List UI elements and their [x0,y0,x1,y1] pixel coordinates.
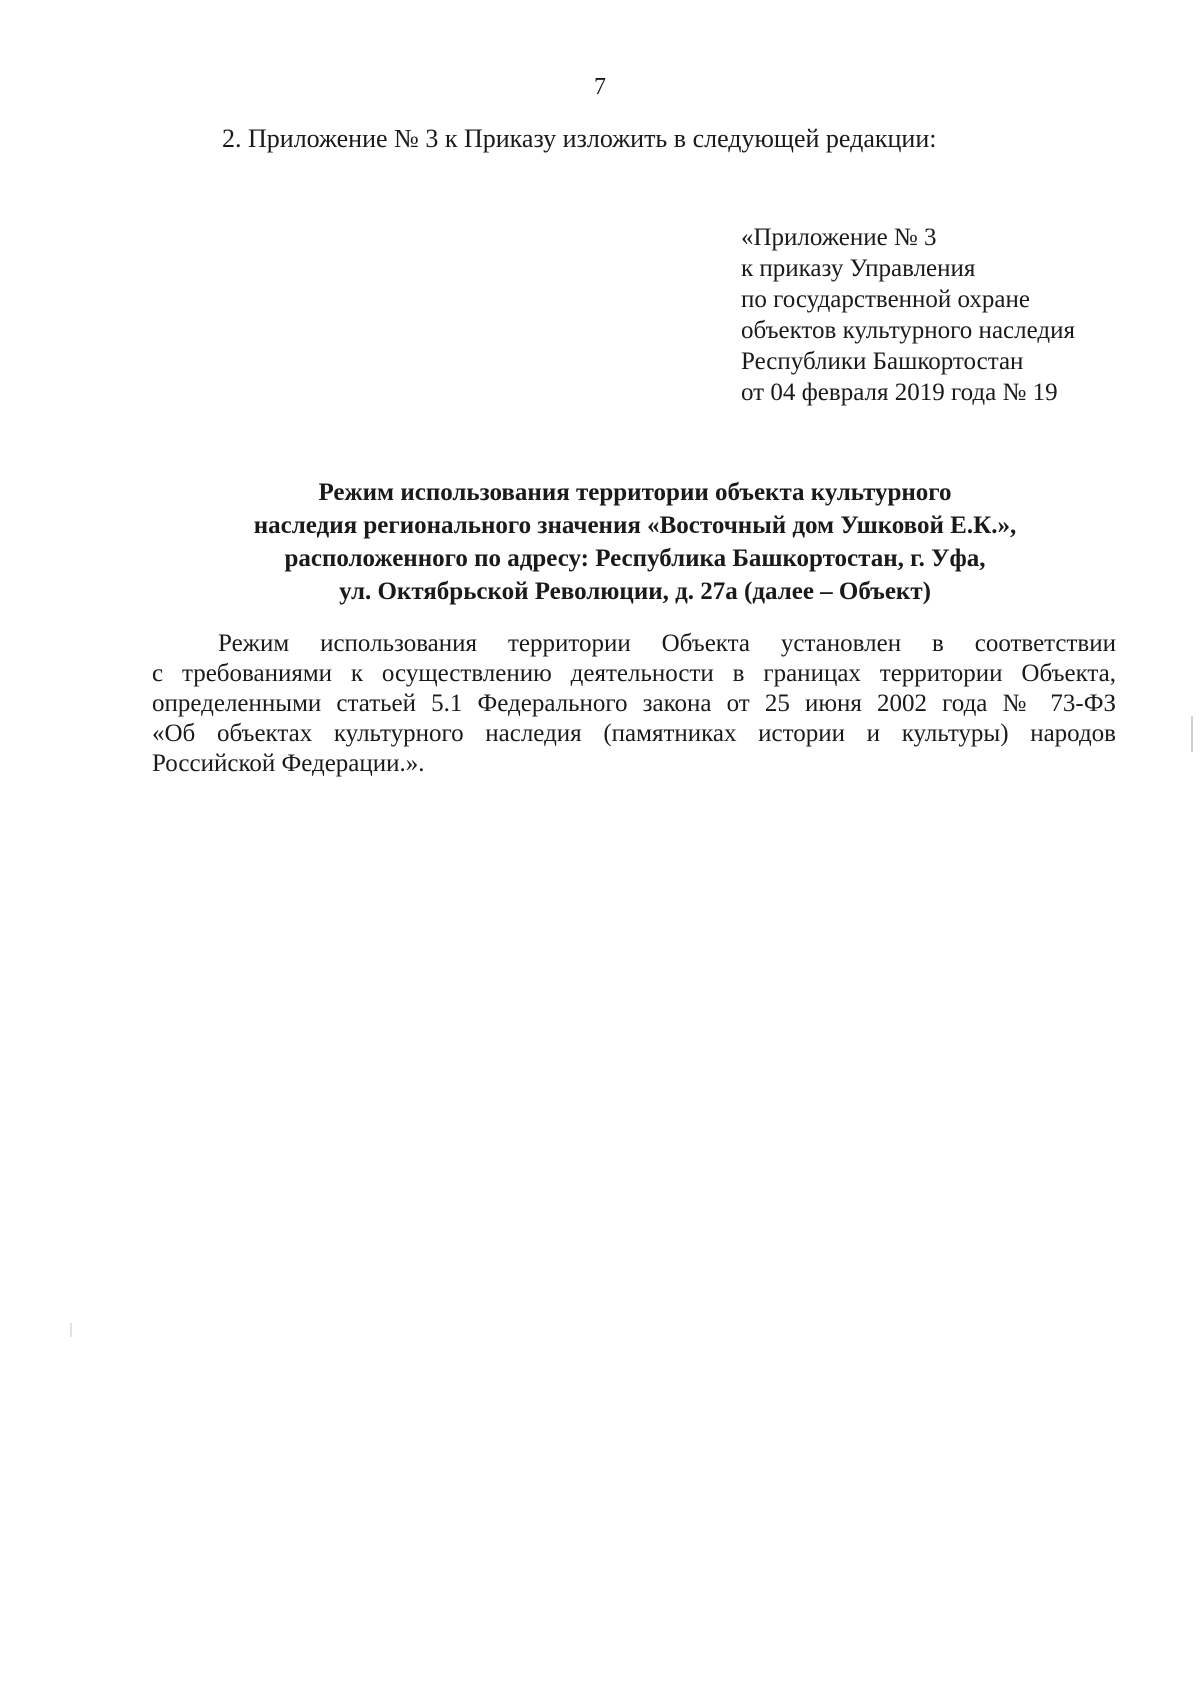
document-title-line: Режим использования территории объекта культурного [318,479,952,506]
page-number: 7 [594,74,606,100]
appendix-header [741,222,1075,408]
appendix-header-line: объектов культурного наследия [741,317,1075,344]
scan-artifact [70,1323,72,1337]
appendix-header-line: к приказу Управления [741,255,976,282]
intro-paragraph: 2. Приложение № 3 к Приказу изложить в следующей редакции: [222,124,937,153]
body-paragraph [152,629,1116,779]
body-line: «Об объектах культурного наследия (памятниках истории и культуры) народов [152,720,1116,747]
appendix-header-line: «Приложение № 3 [741,224,937,251]
appendix-header-line: от 04 февраля 2019 года № 19 [741,379,1058,406]
document-title-line: ул. Октябрьской Революции, д. 27а (далее – Объект) [339,578,931,605]
appendix-header-line: по государственной охране [741,286,1031,313]
body-line: Режим использования территории Объекта установлен в соответствии [218,630,1116,657]
document-title-line: расположенного по адресу: Республика Башкортостан, г. Уфа, [284,545,986,572]
body-line: Российской Федерации.». [152,750,425,777]
body-line: определенными статьей 5.1 Федерального закона от 25 июня 2002 года № 73-ФЗ [152,690,1116,717]
scan-artifact [1191,716,1193,752]
body-line: с требованиями к осуществлению деятельности в границах территории Объекта, [152,660,1116,687]
document-title-line: наследия регионального значения «Восточный дом Ушковой Е.К.», [253,512,1017,539]
appendix-header-line: Республики Башкортостан [741,348,1024,375]
document-title [150,476,1120,608]
